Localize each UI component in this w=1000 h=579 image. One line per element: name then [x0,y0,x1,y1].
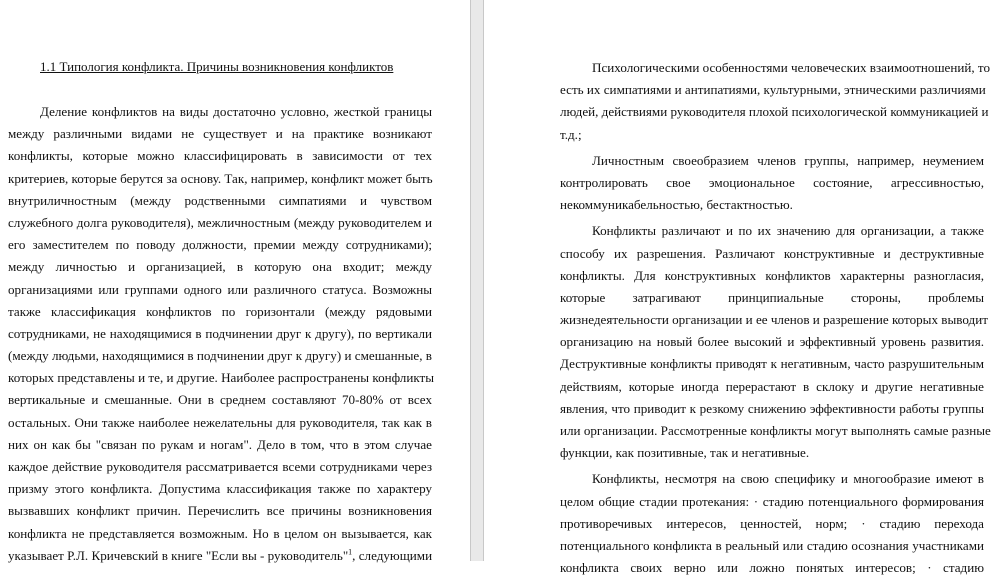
text-line: целом общие стадии протекания: · стадию потенциального формирования [560,493,984,509]
text-line: действиям, которые иногда перерастают в склоку и другие негативные [560,378,984,394]
text-line: конфликты. Для конструктивных конфликтов характерны разногласия, [560,267,984,283]
paragraph [560,468,984,579]
left-body-paragraph [8,101,435,567]
text-line: критериев, которые берутся за основу. Так, например, конфликт может быть [8,170,433,186]
right-body-text [560,57,991,579]
text-line: сотрудниками, не находящимися в подчинении друг к другу), по вертикали [8,325,432,341]
text-line: вертикальные и смешанные. Они в среднем составляют 70-80% от всех [8,392,432,408]
text-line: функции, как позитивные, так и негативные. [560,445,810,461]
text-fragment: , следующими [352,547,433,563]
text-line: организациями или группами одного или различного статуса. Возможны [8,281,432,297]
document-page-left [0,0,470,561]
text-line: есть их симпатиями и антипатиями, культурными, этническими различиями [560,82,986,98]
text-line: некоммуникабельностью, бестактностью. [560,197,793,213]
text-line: Конфликты, несмотря на свою специфику и многообразие имеют в [592,471,984,487]
paragraph [560,57,991,146]
text-line: между личностью и организацией, в которую она входит; между [8,259,432,275]
text-line [8,545,432,567]
text-line: конфликты, которые можно классифицировать в зависимости от тех [8,148,432,164]
text-line: способу их разрешения. Различают конструктивные и деструктивные [560,245,984,261]
paragraph [560,150,984,217]
text-line: также классификация конфликтов по горизонтали (между рядовыми [8,303,432,319]
page-gap [470,0,484,561]
text-fragment: указывает Р.Л. Кричевский в книге "Если вы - руководитель" [8,547,349,563]
text-line: контролировать свое эмоциональное состояние, агрессивностью, [560,174,984,190]
text-line: каждое действие руководителя рассматривается всеми сотрудниками через [8,459,432,474]
text-line: (между людьми, находящимися в подчинении друг к другу) и смешанные, в [8,348,432,364]
text-line: внутриличностным (между родственными симпатиями и чувством [8,192,432,208]
footnote-reference[interactable]: 1 [348,547,353,557]
text-line: конфликта не представляется возможным. Но в целом он вызывается, как [8,525,432,541]
text-line: вызвавших конфликт причин. Перечислить все причины возникновения [8,503,432,519]
text-line: остальных. Они также наиболее нежелательны для руководителя, так как в [8,414,432,430]
text-line: т.д.; [560,126,582,142]
text-line: Деструктивные конфликты приводят к негативным, часто разрушительным [560,356,984,372]
text-line: которые затрагивают принципиальные стороны, проблемы [560,289,984,305]
text-line: них он как бы "связан по рукам и ногам". Дело в том, что в этом случае [8,436,432,452]
text-line: людей, действиями руководителя плохой психологической коммуникацией и [560,104,989,120]
text-line: организацию на новый более высокий и эффективный уровень развития. [560,334,984,350]
text-line: явления, что приводит к резкому снижению эффективности работы группы [560,400,984,416]
section-heading: 1.1 Типология конфликта. Причины возникновения конфликтов [40,59,394,74]
text-line: его заместителем по поводу должности, премии между сотрудниками); [8,237,432,253]
paragraph [560,220,991,464]
text-line: противоречивых интересов, ценностей, норм; · стадию перехода [560,515,984,531]
text-line: Конфликты различают и по их значению для организации, а также [592,223,984,239]
text-line: потенциального конфликта в реальный или стадию осознания участниками [560,537,984,553]
text-line: призму этого конфликта. Допустима классификация также по характеру [8,481,432,497]
text-line: или организации. Рассмотренные конфликты могут выполнять самые разные [560,423,991,438]
text-line: Психологическими особенностями человеческих взаимоотношений, то [592,60,991,75]
text-line: Деление конфликтов на виды достаточно условно, жесткой границы [40,104,432,119]
text-line: Личностным своеобразием членов группы, например, неумением [592,152,984,168]
document-page-right [484,0,1000,576]
text-line: между различными видами не существует и на практике возникают [8,126,432,142]
text-line: служебного долга руководителя), межличностным (между руководителем и [8,214,432,230]
text-line: жизнедеятельности организации и ее членов и разрешение которых выводит [560,312,988,328]
text-line: конфликта своих верно или ложно понятых интересов; · стадию [560,560,984,576]
text-line: которых представлены и те, и другие. Наиболее распространены конфликты [8,370,435,386]
